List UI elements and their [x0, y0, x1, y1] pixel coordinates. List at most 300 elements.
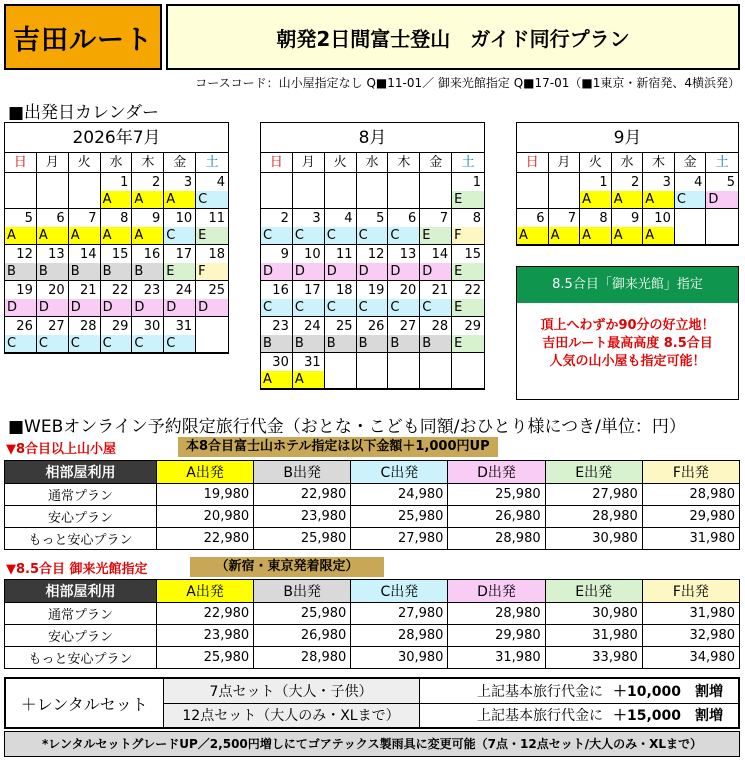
departure-type-label: A: [164, 191, 195, 208]
departure-type-label: A: [69, 227, 100, 244]
day-number: 18: [336, 283, 353, 298]
day-number: 10: [175, 211, 193, 226]
day-number: 11: [336, 247, 353, 262]
calendar-day-cell: [580, 173, 612, 209]
calendar-day-cell: [69, 281, 101, 317]
departure-type-label: A: [612, 191, 643, 208]
column-header: F出発: [642, 461, 739, 484]
departure-type-label: A: [580, 191, 611, 208]
calendar-day-cell: [164, 173, 196, 209]
price-cell: 25,980: [351, 506, 448, 528]
rental-item-price: [609, 703, 739, 728]
departure-type-label: E: [164, 263, 195, 280]
rental-price-value: ＋10,000: [613, 683, 682, 700]
column-header: C出発: [351, 580, 448, 603]
day-number: 8: [599, 211, 608, 226]
calendar-day-cell: [357, 353, 389, 389]
column-header: E出発: [545, 580, 642, 603]
price-cell: 25,980: [448, 484, 545, 506]
day-number: 31: [175, 319, 193, 334]
day-number: 1: [599, 175, 608, 190]
price-cell: 31,980: [642, 603, 739, 625]
day-number: 11: [208, 211, 225, 226]
calendar-day-cell: [452, 209, 484, 245]
calendar-day-cell: [612, 173, 644, 209]
day-number: 25: [208, 283, 225, 298]
departure-type-label: C: [261, 227, 292, 244]
price-cell: 26,980: [448, 506, 545, 528]
calendar-day-cell: [517, 173, 549, 209]
departure-type-label: C: [101, 335, 132, 352]
day-number: 17: [304, 283, 321, 298]
plan-title: 朝発2日間富士登山 ガイド同行プラン: [166, 4, 740, 70]
departure-type-label: B: [293, 335, 324, 352]
calendar-day-cell: [420, 317, 452, 353]
price-cell: 22,980: [157, 528, 254, 550]
calendar-day-cell: [420, 209, 452, 245]
calendar-day-cell: [325, 245, 357, 281]
day-number: 15: [464, 247, 481, 262]
column-header: D出発: [448, 461, 545, 484]
price-cell: 19,980: [157, 484, 254, 506]
plan-name: 通常プラン: [5, 603, 157, 625]
day-number: 3: [662, 175, 671, 190]
departure-type-label: A: [101, 191, 132, 208]
calendar-day-cell: [37, 317, 69, 353]
weekday-header: 日: [261, 153, 293, 173]
route-name: 吉田ルート: [4, 4, 162, 70]
price-cell: 20,980: [157, 506, 254, 528]
calendar-day-cell: [325, 317, 357, 353]
calendar-day-cell: [101, 209, 133, 245]
rental-label: ＋レンタルセット: [5, 678, 163, 728]
plan-name: もっと安心プラン: [5, 528, 157, 550]
departure-type-label: B: [5, 263, 36, 280]
departure-type-label: E: [452, 335, 484, 352]
calendar-day-cell: [293, 173, 325, 209]
day-number: 12: [367, 247, 385, 262]
price-cell: 29,980: [642, 506, 739, 528]
day-number: 26: [367, 319, 385, 334]
calendar-day-cell: [132, 245, 164, 281]
departure-type-label: A: [37, 227, 68, 244]
departure-type-label: C: [261, 299, 292, 316]
plan-name: 安心プラン: [5, 625, 157, 647]
column-header: 相部屋利用: [5, 580, 157, 603]
calendar-day-cell: [261, 317, 293, 353]
calendar-day-cell: [196, 173, 228, 209]
calendar-day-cell: [101, 281, 133, 317]
rental-item-name: 7点セット（大人・子供）: [163, 678, 419, 703]
calendar-day-cell: [388, 173, 420, 209]
departure-type-label: E: [452, 299, 484, 316]
price-cell: 23,980: [157, 625, 254, 647]
calendar-day-cell: [388, 245, 420, 281]
calendar-day-cell: [261, 245, 293, 281]
departure-type-label: C: [293, 299, 324, 316]
table1-banner: 本8合目富士山ホテル指定は以下金額＋1,000円UP: [178, 437, 498, 457]
price-cell: 27,980: [545, 484, 642, 506]
departure-type-label: A: [580, 227, 611, 244]
day-number: 2: [631, 175, 640, 190]
price-cell: 25,980: [254, 603, 351, 625]
calendar-day-cell: [325, 353, 357, 389]
departure-type-label: C: [293, 227, 324, 244]
calendar-day-cell: [69, 317, 101, 353]
departure-type-label: A: [132, 227, 163, 244]
departure-type-label: B: [420, 335, 451, 352]
day-number: 29: [111, 319, 129, 334]
rental-item-name: 12点セット（大人のみ・XLまで）: [163, 703, 419, 728]
price-cell: 25,980: [157, 647, 254, 669]
day-number: 10: [654, 211, 671, 226]
calendar-july: [4, 122, 229, 354]
day-number: 30: [143, 319, 161, 334]
calendar-day-cell: [37, 245, 69, 281]
departure-type-label: E: [452, 191, 484, 208]
goraikokan-line: 頂上へわずか90分の好立地！: [540, 318, 715, 333]
weekday-header: 水: [612, 153, 644, 173]
plan-name: 通常プラン: [5, 484, 157, 506]
price-cell: 31,980: [545, 625, 642, 647]
course-code: コースコード：山小屋指定なし Q■11-01／ 御来光館指定 Q■17-01（■1東京・新宿発、4横浜発）: [195, 76, 740, 90]
calendar-day-cell: [196, 209, 228, 245]
day-number: 14: [80, 247, 97, 262]
table-row: [5, 647, 740, 669]
calendar-day-cell: [706, 209, 738, 245]
day-number: 4: [216, 175, 225, 190]
day-number: 29: [464, 319, 481, 334]
calendar-day-cell: [357, 281, 389, 317]
table-header-row: [5, 461, 740, 484]
calendar-day-cell: [164, 245, 196, 281]
departure-type-label: C: [388, 227, 419, 244]
day-number: 21: [431, 283, 449, 298]
price-cell: 22,980: [254, 484, 351, 506]
departure-type-label: A: [549, 227, 580, 244]
calendar-day-cell: [69, 173, 101, 209]
calendar-grid: [5, 153, 228, 353]
day-number: 5: [24, 211, 33, 226]
day-number: 12: [16, 247, 33, 262]
day-number: 9: [631, 211, 640, 226]
table-row: [5, 484, 740, 506]
price-cell: 27,980: [351, 528, 448, 550]
departure-type-label: C: [196, 191, 228, 208]
price-cell: 28,980: [254, 647, 351, 669]
price-cell: 32,980: [642, 625, 739, 647]
weekday-header: 水: [357, 153, 389, 173]
departure-type-label: B: [388, 335, 419, 352]
price-cell: 28,980: [642, 484, 739, 506]
goraikokan-heading: 8.5合目「御来光館」指定: [517, 267, 738, 303]
day-number: 17: [175, 247, 193, 262]
day-number: 6: [56, 211, 65, 226]
day-number: 2: [280, 211, 289, 226]
weekday-header: 水: [101, 153, 133, 173]
price-cell: 27,980: [351, 603, 448, 625]
departure-type-label: A: [643, 191, 674, 208]
calendar-day-cell: [517, 209, 549, 245]
day-number: 24: [175, 283, 193, 298]
day-number: 24: [304, 319, 321, 334]
calendar-grid: [517, 153, 738, 245]
calendar-day-cell: [132, 173, 164, 209]
departure-type-label: D: [293, 263, 324, 280]
goraikokan-box: [516, 266, 739, 400]
departure-type-label: D: [69, 299, 100, 316]
departure-type-label: C: [132, 335, 163, 352]
day-number: 16: [143, 247, 161, 262]
departure-type-label: D: [164, 299, 195, 316]
calendar-day-cell: [580, 209, 612, 245]
price-cell: 31,980: [642, 528, 739, 550]
calendar-day-cell: [164, 209, 196, 245]
departure-type-label: B: [37, 263, 68, 280]
departure-type-label: D: [132, 299, 163, 316]
calendar-day-cell: [293, 281, 325, 317]
calendar-day-cell: [293, 353, 325, 389]
day-number: 1: [120, 175, 129, 190]
day-number: 7: [88, 211, 97, 226]
departure-type-label: D: [325, 263, 356, 280]
day-number: 21: [80, 283, 97, 298]
calendar-day-cell: [5, 317, 37, 353]
departure-type-label: D: [37, 299, 68, 316]
calendar-august: [260, 122, 485, 390]
table-row: [5, 528, 740, 550]
departure-type-label: A: [612, 227, 643, 244]
day-number: 4: [694, 175, 703, 190]
weekday-header: 木: [388, 153, 420, 173]
calendar-day-cell: [164, 281, 196, 317]
day-number: 9: [152, 211, 161, 226]
weekday-header: 日: [517, 153, 549, 173]
price-table-goraikokan: [4, 579, 740, 669]
day-number: 3: [183, 175, 193, 190]
day-number: 22: [464, 283, 481, 298]
price-cell: 28,980: [448, 603, 545, 625]
plan-name: もっと安心プラン: [5, 647, 157, 669]
goraikokan-description: [517, 303, 738, 371]
calendar-day-cell: [5, 245, 37, 281]
calendar-day-cell: [37, 209, 69, 245]
departure-type-label: F: [452, 227, 484, 244]
day-number: 23: [143, 283, 161, 298]
calendar-day-cell: [706, 173, 738, 209]
departure-type-label: B: [325, 335, 356, 352]
rental-price-suffix: 割増: [695, 708, 724, 725]
day-number: 28: [431, 319, 449, 334]
price-cell: 34,980: [642, 647, 739, 669]
departure-type-label: C: [325, 299, 356, 316]
departure-type-label: D: [196, 299, 228, 316]
day-number: 25: [336, 319, 353, 334]
day-number: 8: [120, 211, 129, 226]
departure-type-label: E: [196, 227, 228, 244]
price-table-8gome: [4, 460, 740, 550]
day-number: 4: [344, 211, 353, 226]
day-number: 8: [472, 211, 481, 226]
calendar-grid: [261, 153, 484, 389]
departure-type-label: B: [101, 263, 132, 280]
calendar-day-cell: [420, 281, 452, 317]
price-cell: 28,980: [448, 528, 545, 550]
weekday-header: 火: [69, 153, 101, 173]
calendar-day-cell: [452, 353, 484, 389]
weekday-header: 木: [132, 153, 164, 173]
calendar-day-cell: [452, 245, 484, 281]
calendar-day-cell: [132, 209, 164, 245]
calendar-day-cell: [5, 209, 37, 245]
calendar-day-cell: [196, 245, 228, 281]
table-row: [5, 625, 740, 647]
calendar-day-cell: [612, 209, 644, 245]
price-cell: 29,980: [448, 625, 545, 647]
day-number: 20: [48, 283, 65, 298]
weekday-header: 月: [37, 153, 69, 173]
day-number: 6: [408, 211, 417, 226]
day-number: 30: [272, 355, 289, 370]
departure-type-label: F: [196, 263, 228, 280]
weekday-header: 火: [325, 153, 357, 173]
calendar-day-cell: [132, 317, 164, 353]
departure-type-label: A: [132, 191, 163, 208]
calendar-day-cell: [293, 317, 325, 353]
calendar-month-title: 8月: [261, 123, 484, 153]
departure-type-label: C: [164, 335, 195, 352]
day-number: 5: [376, 211, 385, 226]
calendar-day-cell: [196, 317, 228, 353]
rental-item-base: 上記基本旅行代金に: [419, 678, 609, 703]
departure-type-label: C: [37, 335, 68, 352]
day-number: 7: [439, 211, 449, 226]
price-cell: 26,980: [254, 625, 351, 647]
weekday-header: 火: [580, 153, 612, 173]
calendar-day-cell: [101, 317, 133, 353]
calendar-day-cell: [261, 281, 293, 317]
day-number: 3: [312, 211, 321, 226]
price-cell: 30,980: [545, 528, 642, 550]
departure-type-label: C: [675, 191, 706, 208]
calendar-section-title: ■出発日カレンダー: [8, 103, 159, 123]
departure-type-label: D: [101, 299, 132, 316]
price-cell: 33,980: [545, 647, 642, 669]
calendar-day-cell: [196, 281, 228, 317]
calendar-day-cell: [293, 209, 325, 245]
day-number: 5: [726, 175, 735, 190]
calendar-day-cell: [388, 209, 420, 245]
rental-note: *レンタルセットグレードUP／2,500円増しにてゴアテックス製雨具に変更可能（7点・12点セット/大人のみ・XLまで）: [4, 731, 740, 757]
price-cell: 23,980: [254, 506, 351, 528]
departure-type-label: C: [357, 299, 388, 316]
column-header: E出発: [545, 461, 642, 484]
column-header: A出発: [157, 461, 254, 484]
calendar-day-cell: [69, 245, 101, 281]
price-cell: 30,980: [545, 603, 642, 625]
calendar-day-cell: [101, 245, 133, 281]
departure-type-label: C: [357, 227, 388, 244]
day-number: 16: [272, 283, 289, 298]
price-cell: 31,980: [448, 647, 545, 669]
calendar-day-cell: [420, 245, 452, 281]
calendar-day-cell: [643, 173, 675, 209]
day-number: 26: [16, 319, 33, 334]
calendar-day-cell: [420, 353, 452, 389]
calendar-day-cell: [325, 281, 357, 317]
day-number: 13: [48, 247, 65, 262]
departure-type-label: B: [132, 263, 163, 280]
calendar-month-title: 2026年7月: [5, 123, 228, 153]
calendar-day-cell: [357, 245, 389, 281]
departure-type-label: D: [357, 263, 388, 280]
weekday-header: 金: [675, 153, 707, 173]
departure-type-label: B: [261, 335, 292, 352]
departure-type-label: D: [388, 263, 419, 280]
weekday-header: 土: [196, 153, 228, 173]
rental-item-price: [609, 678, 739, 703]
departure-type-label: A: [643, 227, 674, 244]
calendar-day-cell: [452, 173, 484, 209]
calendar-day-cell: [69, 209, 101, 245]
day-number: 10: [304, 247, 321, 262]
day-number: 22: [111, 283, 129, 298]
calendar-day-cell: [261, 209, 293, 245]
column-header: F出発: [642, 580, 739, 603]
weekday-header: 木: [643, 153, 675, 173]
departure-type-label: C: [69, 335, 100, 352]
table2-banner: （新宿・東京発着限定）: [190, 557, 384, 577]
calendar-day-cell: [164, 317, 196, 353]
departure-type-label: A: [101, 227, 132, 244]
departure-type-label: B: [357, 335, 388, 352]
rental-table: [4, 677, 740, 729]
weekday-header: 日: [5, 153, 37, 173]
weekday-header: 月: [549, 153, 581, 173]
goraikokan-line: 人気の山小屋も指定可能！: [549, 354, 706, 369]
rental-price-value: ＋15,000: [613, 708, 682, 725]
departure-type-label: C: [420, 299, 451, 316]
day-number: 2: [152, 175, 161, 190]
departure-type-label: C: [164, 227, 195, 244]
table1-title: ▼8合目以上山小屋: [6, 442, 117, 457]
plan-name: 安心プラン: [5, 506, 157, 528]
price-cell: 25,980: [254, 528, 351, 550]
calendar-day-cell: [357, 209, 389, 245]
departure-type-label: D: [420, 263, 451, 280]
calendar-day-cell: [675, 173, 707, 209]
calendar-day-cell: [452, 281, 484, 317]
departure-type-label: C: [325, 227, 356, 244]
rental-item-base: 上記基本旅行代金に: [419, 703, 609, 728]
calendar-day-cell: [549, 209, 581, 245]
departure-type-label: A: [5, 227, 36, 244]
departure-type-label: C: [388, 299, 419, 316]
calendar-day-cell: [293, 245, 325, 281]
price-cell: 28,980: [351, 625, 448, 647]
price-cell: 24,980: [351, 484, 448, 506]
day-number: 18: [208, 247, 225, 262]
day-number: 23: [272, 319, 289, 334]
day-number: 27: [399, 319, 417, 334]
departure-type-label: A: [261, 371, 292, 388]
calendar-day-cell: [132, 281, 164, 317]
day-number: 14: [431, 247, 449, 262]
day-number: 9: [280, 247, 289, 262]
calendar-day-cell: [357, 173, 389, 209]
table-row: [5, 506, 740, 528]
weekday-header: 土: [706, 153, 738, 173]
